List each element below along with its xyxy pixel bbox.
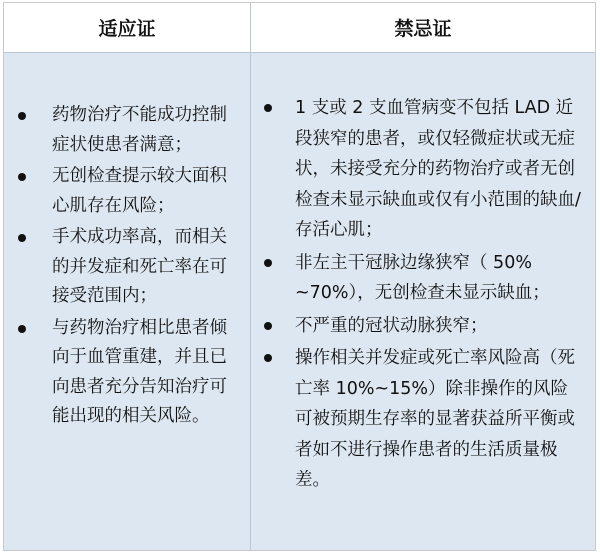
- list-item: [261, 248, 583, 309]
- indications-list: [14, 101, 238, 432]
- list-item: [261, 311, 583, 342]
- list-item: [261, 93, 583, 246]
- bullet-icon: [18, 234, 26, 242]
- indications-header: 适应证: [4, 3, 251, 53]
- indications-cell: [4, 53, 251, 550]
- bullet-icon: [264, 322, 272, 330]
- bullet-icon: [264, 104, 272, 112]
- indication-text: 手术成功率高，而相关的并发症和死亡率在可接受范围内；: [52, 227, 227, 306]
- contraindication-text: 不严重的冠状动脉狭窄；: [295, 315, 488, 336]
- contraindication-text: 1 支或 2 支血管病变不包括 LAD 近段狭窄的患者，或仅轻微症状或无症状，未接受充分的药物治疗或者无创检查未显示缺血或仅有小范围的缺血/存活心肌；: [295, 98, 581, 240]
- indication-text: 与药物治疗相比患者倾向于血管重建，并且已向患者充分告知治疗可能出现的相关风险。: [52, 317, 227, 426]
- list-item: [261, 343, 583, 496]
- contraindications-header: 禁忌证: [251, 3, 595, 53]
- indication-text: 无创检查提示较大面积心肌存在风险；: [52, 166, 227, 216]
- list-item: [14, 314, 238, 432]
- bullet-icon: [18, 325, 26, 333]
- contraindication-text: 操作相关并发症或死亡率风险高（死亡率 10%~15%）除非操作的风险可被预期生存率的显著获益所平衡或者如不进行操作患者的生活质量极差。: [295, 348, 575, 490]
- contraindications-list: [261, 93, 583, 496]
- indications-table: [3, 2, 596, 551]
- contraindication-text: 非左主干冠脉边缘狭窄（ 50% ~70%），无创检查未显示缺血；: [295, 252, 550, 303]
- indication-text: 药物治疗不能成功控制症状使患者满意；: [52, 105, 227, 155]
- list-item: [14, 223, 238, 312]
- bullet-icon: [264, 354, 272, 362]
- bullet-icon: [18, 173, 26, 181]
- bullet-icon: [18, 112, 26, 120]
- bullet-icon: [264, 259, 272, 267]
- list-item: [14, 101, 238, 160]
- list-item: [14, 162, 238, 221]
- contraindications-cell: [251, 53, 595, 550]
